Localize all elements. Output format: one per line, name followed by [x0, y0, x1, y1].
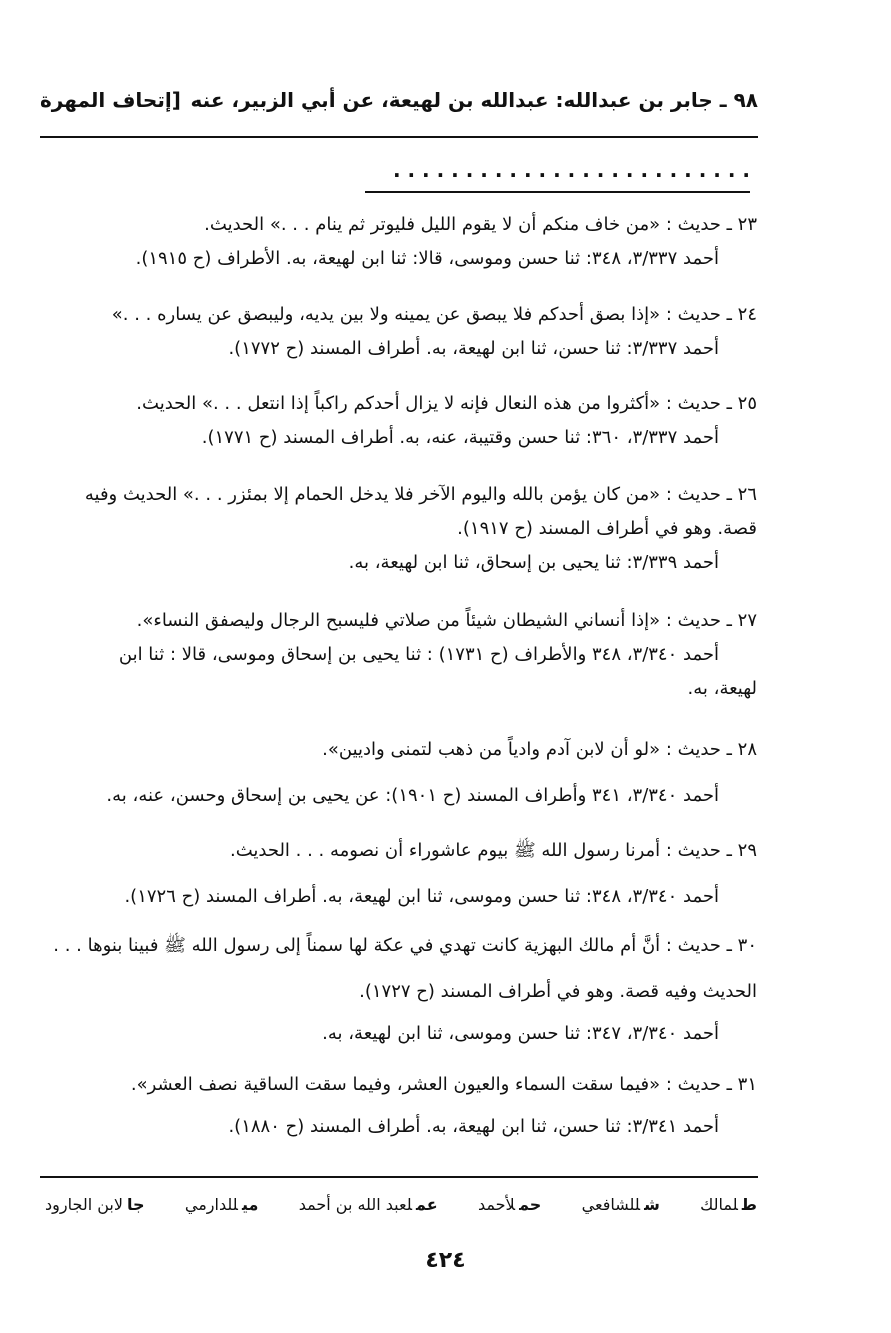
hadith-text: ٢٦ ـ حديث : «من كان يؤمن بالله واليوم الآخر فلا يدخل الحمام إلا بمئزر . . .» الحديث وفيه: [84, 484, 757, 505]
hadith-source: أحمد ٣/٣٤٠، ٣٤٧: ثنا حسن وموسى، ثنا ابن لهيعة، به.: [322, 1023, 719, 1044]
abbreviation-item: طلمالك: [700, 1195, 757, 1214]
abbreviation-item: حملأحمد: [477, 1195, 542, 1214]
hadith-text: ٢٤ ـ حديث : «إذا بصق أحدكم فلا يبصق عن يمينه ولا بين يديه، وليبصق عن يساره . . .»: [111, 304, 757, 325]
hadith-entry-27: [45, 604, 757, 706]
hadith-entry-24: [45, 298, 757, 366]
hadith-entry-31: [45, 1068, 757, 1144]
ellipsis-dots: . . . . . . . . . . . . . . . . . . . . . . . . .: [392, 158, 750, 182]
hadith-text: ٣٠ ـ حديث : أنَّ أم مالك البهزية كانت تهدي في عكة لها سمناً إلى رسول الله ﷺ فبينا بنوها . . .: [53, 935, 757, 956]
page-number: ٤٢٤: [425, 1248, 466, 1273]
abbreviation-item: شللشافعي: [581, 1195, 660, 1214]
hadith-source: أحمد ٣/٣٣٧، ٣٤٨: ثنا حسن وموسى، قالا: ثنا ابن لهيعة، به. الأطراف (ح ١٩١٥).: [135, 248, 719, 269]
header-title: ٩٨ ـ جابر بن عبدالله: عبدالله بن لهيعة، عن أبي الزبير، عنه: [190, 88, 758, 112]
running-header: [40, 80, 758, 120]
hadith-source-continued: لهيعة، به.: [687, 678, 757, 699]
hadith-source: أحمد ٣/٣٤١: ثنا حسن، ثنا ابن لهيعة، به. أطراف المسند (ح ١٨٨٠).: [228, 1116, 719, 1137]
header-book-name: [إتحاف المهرة: [40, 88, 181, 112]
footer-divider: [40, 1176, 758, 1178]
hadith-text-continued: الحديث وفيه قصة. وهو في أطراف المسند (ح ١٧٢٧).: [359, 981, 757, 1002]
hadith-source: أحمد ٣/٣٤٠، ٣٤١ وأطراف المسند (ح ١٩٠١): عن يحيى بن إسحاق وحسن، عنه، به.: [106, 785, 719, 806]
hadith-text: ٢٩ ـ حديث : أمرنا رسول الله ﷺ بيوم عاشوراء أن نصومه . . . الحديث.: [229, 840, 757, 861]
hadith-source: أحمد ٣/٣٣٧، ٣٦٠: ثنا حسن وقتيبة، عنه، به. أطراف المسند (ح ١٧٧١).: [201, 427, 719, 448]
abbreviations-legend: [45, 1195, 757, 1214]
hadith-text: ٢٥ ـ حديث : «أكثروا من هذه النعال فإنه لا يزال أحدكم راكباً إذا انتعل . . .» الحديث.: [136, 393, 757, 414]
hadith-source: أحمد ٣/٣٣٩: ثنا يحيى بن إسحاق، ثنا ابن لهيعة، به.: [348, 552, 719, 573]
abbreviation-item: جالابن الجارود: [45, 1195, 145, 1214]
section-divider: [365, 191, 750, 193]
hadith-text: ٢٧ ـ حديث : «إذا أنساني الشيطان شيئاً من صلاتي فليسبح الرجال وليصفق النساء».: [136, 610, 757, 631]
hadith-entry-28: [45, 733, 757, 813]
hadith-source: أحمد ٣/٣٣٧: ثنا حسن، ثنا ابن لهيعة، به. أطراف المسند (ح ١٧٧٢).: [228, 338, 719, 359]
abbreviation-item: ميللدارمي: [184, 1195, 259, 1214]
hadith-text: ٣١ ـ حديث : «فيما سقت السماء والعيون العشر، وفيما سقت الساقية نصف العشر».: [130, 1074, 757, 1095]
hadith-entry-29: [45, 834, 757, 914]
abbreviation-item: عملعبد الله بن أحمد: [298, 1195, 438, 1214]
hadith-entry-25: [45, 387, 757, 455]
hadith-text: ٢٣ ـ حديث : «من خاف منكم أن لا يقوم الليل فليوتر ثم ينام . . .» الحديث.: [204, 214, 757, 235]
hadith-text-continued: قصة. وهو في أطراف المسند (ح ١٩١٧).: [457, 518, 757, 539]
hadith-text: ٢٨ ـ حديث : «لو أن لابن آدم وادياً من ذهب لتمنى واديين».: [322, 739, 757, 760]
hadith-source: أحمد ٣/٣٤٠، ٣٤٨: ثنا حسن وموسى، ثنا ابن لهيعة، به. أطراف المسند (ح ١٧٢٦).: [124, 886, 719, 907]
ellipsis-row: [50, 160, 750, 180]
hadith-entry-30: [45, 929, 757, 1051]
hadith-source: أحمد ٣/٣٤٠، ٣٤٨ والأطراف (ح ١٧٣١) : ثنا يحيى بن إسحاق وموسى، قالا : ثنا ابن: [118, 644, 719, 665]
hadith-entry-23: [45, 208, 757, 276]
hadith-entry-26: [45, 478, 757, 580]
header-divider: [40, 136, 758, 138]
